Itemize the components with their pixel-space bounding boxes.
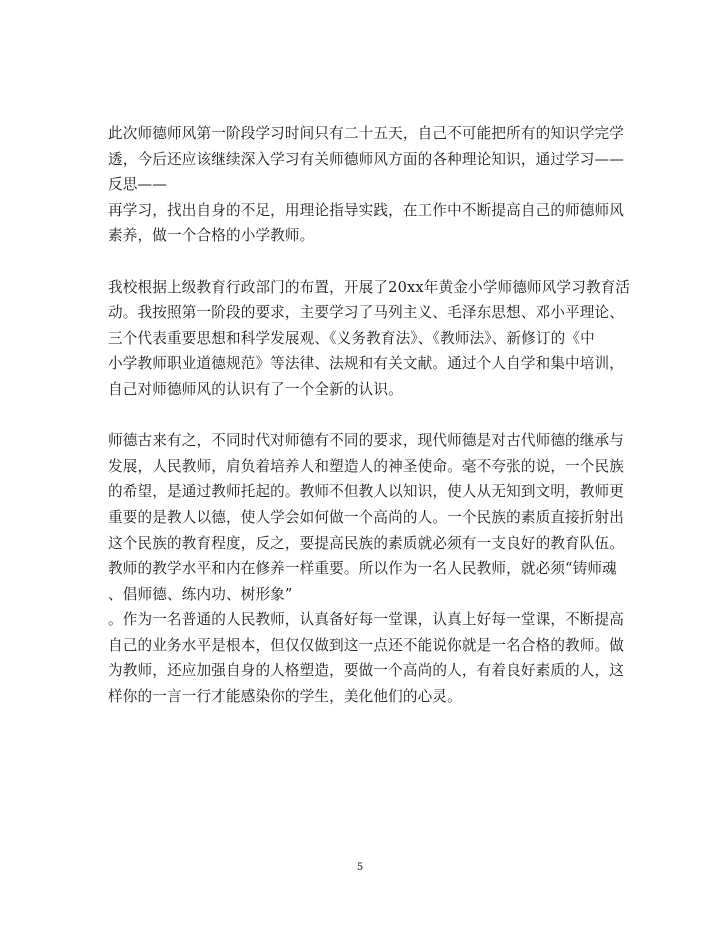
text-line: 自己的业务水平是根本，但仅仅做到这一点还不能说你就是一名合格的教师。做 [108, 636, 625, 654]
text-line: 反思—— [108, 176, 167, 194]
text-line: 师德古来有之，不同时代对师德有不同的要求，现代师德是对古代师德的继承与 [108, 432, 625, 450]
text-line: 三个代表重要思想和科学发展观、《义务教育法》、《教师法》、新修订的《中 [108, 329, 595, 347]
document-body [108, 121, 631, 710]
text-line: 再学习，找出自身的不足，用理论指导实践，在工作中不断提高自己的师德师风 [108, 201, 625, 219]
text-line: 此次师德师风第一阶段学习时间只有二十五天，自己不可能把所有的知识学完学 [108, 125, 625, 142]
text-line: 这个民族的教育程度，反之，要提高民族的素质就必须有一支良好的教育队伍。 [108, 534, 625, 552]
text-line: 我校根据上级教育行政部门的布置，开展了20xx年黄金小学师德师风学习教育活 [108, 278, 631, 296]
paragraph-3 [108, 428, 625, 710]
text-line: 自己对师德师风的认识有了一个全新的认识。 [108, 380, 403, 398]
text-line: 小学教师职业道德规范》等法律、法规和有关文献。通过个人自学和集中培训， [108, 355, 625, 373]
text-line: 样你的一言一行才能感染你的学生，美化他们的心灵。 [108, 688, 462, 706]
text-line: 为教师，还应加强自身的人格塑造，要做一个高尚的人，有着良好素质的人，这 [108, 662, 625, 680]
text-line: 发展，人民教师，肩负着培养人和塑造人的神圣使命。毫不夸张的说，一个民族 [108, 457, 625, 475]
paragraph-2 [108, 275, 631, 403]
text-line: 重要的是教人以德，使人学会如何做一个高尚的人。一个民族的素质直接折射出 [108, 508, 625, 526]
paragraph-1 [108, 121, 625, 249]
text-line: 素养，做一个合格的小学教师。 [108, 227, 315, 245]
text-line: 、倡师德、练内功、树形象” [108, 585, 293, 603]
text-line: 教师的教学水平和内在修养一样重要。所以作为一名人民教师，就必须“铸师魂 [108, 560, 617, 578]
paragraph-gap [108, 403, 620, 429]
text-line: 的希望，是通过教师托起的。教师不但教人以知识，使人从无知到文明，教师更 [108, 483, 625, 501]
page-number: 5 [356, 862, 364, 873]
text-line: 透，今后还应该继续深入学习有关师德师风方面的各种理论知识，通过学习—— [108, 150, 625, 168]
text-line: 。作为一名普通的人民教师，认真备好每一堂课，认真上好每一堂课，不断提高 [108, 611, 625, 629]
paragraph-gap [108, 249, 620, 275]
text-line: 动。我按照第一阶段的要求，主要学习了马列主义、毛泽东思想、邓小平理论、 [108, 304, 625, 322]
